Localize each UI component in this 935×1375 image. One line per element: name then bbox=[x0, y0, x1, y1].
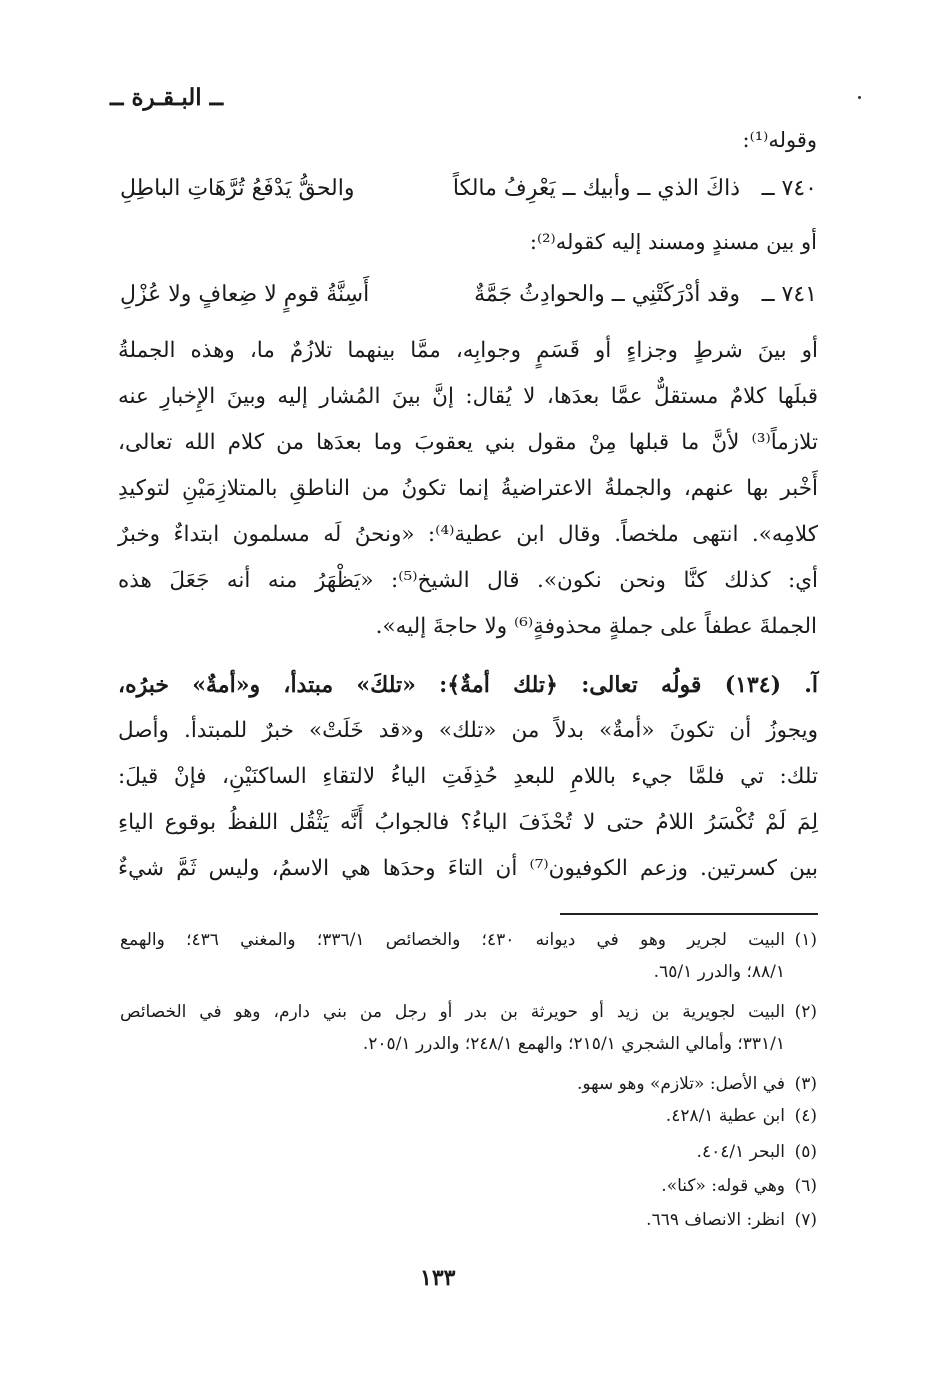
para1-line-5: كلامِه». انتهى ملخصاً. وقال ابن عطية⁽⁴⁾: «ونحنُ لَه مسلمون ابتداءٌ وخبرٌ bbox=[118, 522, 818, 547]
para2-line-3: تلك: تي فلمَّا جيء باللامِ للبعدِ حُذِفَتِ الياءُ لالتقاءِ الساكنَيْنِ، فإنْ قيلَ: bbox=[118, 764, 818, 789]
footnote-separator bbox=[560, 913, 818, 915]
para2-line-4: لِمَ لَمْ تُكْسَرُ اللامُ حتى لا تُحْذَفَ الياءُ؟ فالجوابُ أَنَّه يَثْقُل اللفظُ بوقوع الياءِ bbox=[118, 810, 818, 835]
footnote-1-line-2: ٨٨/١؛ والدرر ٦٥/١. bbox=[653, 962, 785, 982]
para2-line-5: بين كسرتين. وزعم الكوفيون⁽⁷⁾ أن التاءَ وحدَها هي الاسمُ، وليس ثَمَّ شيءٌ bbox=[118, 856, 819, 881]
verse-number-740: ٧٤٠ ــ bbox=[761, 176, 817, 201]
para2-line-2: ويجوزُ أن تكونَ «أمةٌ» بدلاً من «تلك» و«قد خَلَتْ» خبرٌ للمبتدأ. وأصل bbox=[118, 718, 818, 743]
footnote-7-number: (٧) bbox=[794, 1210, 817, 1230]
para1-line-4: أَخْبر بها عنهم، والجملةُ الاعتراضيةُ إنما تكونُ من الناطقِ بالمتلازِمَيْنِ لتوكيدِ bbox=[118, 476, 818, 501]
footnote-2-line-1: البيت لجويرية بن زيد أو حويرثة بن بدر أو رجل من بني دارم، وهو في الخصائص bbox=[120, 1002, 785, 1022]
footnote-3-number: (٣) bbox=[794, 1074, 817, 1094]
verse-741-second-hemistich: أَسِنَّةُ قومٍ لا ضِعافٍ ولا عُزْلِ bbox=[120, 282, 370, 307]
page-mark bbox=[858, 96, 861, 99]
para1-line-2: قبلَها كلامٌ مستقلٌّ عمَّا بعدَها، لا يُقال: إنَّ بينَ المُشار إليه وبينَ الإِخبارِ عنه bbox=[118, 384, 818, 409]
footnote-3-text: في الأصل: «تلازم» وهو سهو. bbox=[576, 1074, 785, 1094]
footnote-4-number: (٤) bbox=[794, 1106, 817, 1126]
footnote-6-number: (٦) bbox=[794, 1176, 817, 1196]
verse-741-first-hemistich: وقد أدْرَكَتْنِي ــ والحوادِثُ جَمَّةٌ bbox=[474, 282, 740, 307]
footnote-1-line-1: البيت لجرير وهو في ديوانه ٤٣٠؛ والخصائص ٣٣٦/١؛ والمغني ٤٣٦؛ والهمع bbox=[120, 930, 786, 950]
para1-line-1: أو بينَ شرطٍ وجزاءٍ أو قَسَمٍ وجوابِه، ممَّا بينهما تلازُمٌ ما، وهذه الجملةُ bbox=[118, 338, 818, 363]
intro-line: وقوله⁽¹⁾: bbox=[742, 128, 817, 152]
between-line: أو بين مسندٍ ومسند إليه كقوله⁽²⁾: bbox=[529, 230, 817, 254]
verse-number-741: ٧٤١ ــ bbox=[761, 282, 817, 307]
footnote-2-line-2: ٣٣١/١؛ وأمالي الشجري ٢١٥/١؛ والهمع ٢٤٨/١؛ والدرر ٢٠٥/١. bbox=[362, 1034, 785, 1054]
footnote-5-number: (٥) bbox=[794, 1142, 817, 1162]
para1-line-6: أي: كذلك كنَّا ونحن نكون». قال الشيخ⁽⁵⁾: «يَظْهَرُ منه أنه جَعَلَ هذه bbox=[118, 568, 819, 593]
running-head: ــ البـقـرة ــ bbox=[110, 84, 224, 111]
footnote-5-text: البحر ٤٠٤/١. bbox=[696, 1142, 785, 1162]
footnote-1-number: (١) bbox=[794, 930, 817, 950]
page-number: ١٣٣ bbox=[420, 1265, 456, 1291]
verse-740-first-hemistich: ذاكَ الذي ــ وأبيك ــ يَعْرِفُ مالكاً bbox=[452, 176, 740, 201]
verse-740-second-hemistich: والحقُّ يَدْفَعُ تُرَّهَاتِ الباطِلِ bbox=[120, 176, 355, 201]
para2-line-1: آ. (١٣٤) قولُه تعالى: ﴿تلك أمةٌ﴾: «تلكَ» مبتدأ، و«أمةٌ» خبرُه، bbox=[118, 672, 819, 698]
footnote-6-text: وهي قوله: «كنا». bbox=[661, 1176, 785, 1196]
footnote-2-number: (٢) bbox=[794, 1002, 817, 1022]
footnote-4-text: ابن عطية ٤٢٨/١. bbox=[665, 1106, 785, 1126]
para1-line-7: الجملةَ عطفاً على جملةٍ محذوفةٍ⁽⁶⁾ ولا حاجةَ إليه». bbox=[375, 614, 817, 639]
footnote-7-text: انظر: الانصاف ٦٦٩. bbox=[646, 1210, 785, 1230]
para1-line-3: تلازماً⁽³⁾ لأنَّ ما قبلها مِنْ مقول بني يعقوبَ وما بعدَها من كلام الله تعالى، bbox=[118, 430, 818, 455]
